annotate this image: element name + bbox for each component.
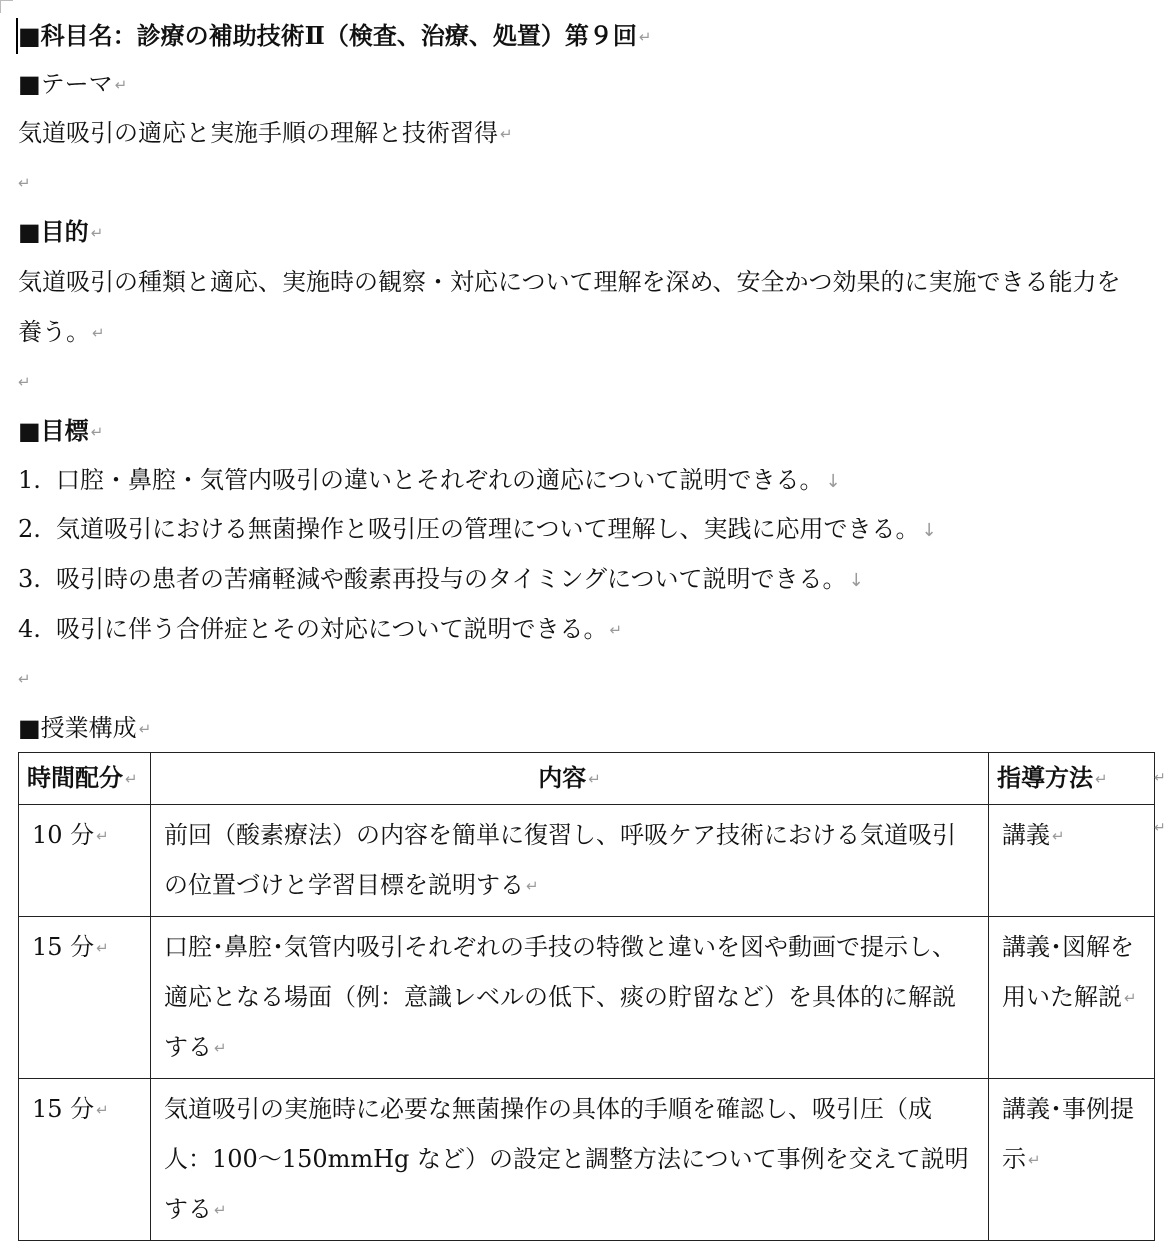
paragraph-mark-icon: ↵ bbox=[18, 670, 31, 688]
goal-item-3[interactable] bbox=[18, 561, 864, 599]
goals-heading-text: ■目標 bbox=[18, 416, 89, 445]
paragraph-mark-icon: ↵ bbox=[609, 621, 623, 639]
empty-paragraph[interactable] bbox=[18, 660, 31, 697]
table-row bbox=[19, 1079, 1155, 1241]
content-cell[interactable]: 前回（酸素療法）の内容を簡単に復習し、呼吸ケア技術における気道吸引の位置づけと学習目標を説明する ↵ bbox=[151, 805, 989, 917]
cell-mark-icon: ↵ bbox=[214, 1201, 227, 1219]
cell-mark-icon: ↵ bbox=[1124, 989, 1137, 1007]
theme-heading[interactable] bbox=[18, 66, 127, 103]
time-cell[interactable]: 15 分 ↵ bbox=[19, 1079, 151, 1241]
goal-number: 1. bbox=[18, 466, 41, 494]
cell-mark-icon: ↵ bbox=[1095, 770, 1108, 788]
method-cell[interactable]: 講義･事例提示 ↵ bbox=[989, 1079, 1155, 1241]
goal-number: 3. bbox=[18, 565, 41, 593]
empty-paragraph[interactable] bbox=[18, 363, 31, 400]
goal-text: 気道吸引における無菌操作と吸引圧の管理について理解し、実践に応用できる。 bbox=[56, 515, 920, 543]
class-structure-heading[interactable] bbox=[18, 710, 151, 747]
content-cell[interactable]: 口腔･鼻腔･気管内吸引それぞれの手技の特徴と違いを図や動画で提示し、適応となる場面（例：意識レベルの低下、痰の貯留など）を具体的に解説する ↵ bbox=[151, 917, 989, 1079]
time-cell[interactable]: 10 分 ↵ bbox=[19, 805, 151, 917]
purpose-text: 養う。 bbox=[18, 318, 90, 346]
purpose-text-line-2[interactable] bbox=[18, 314, 105, 351]
cell-mark-icon: ↵ bbox=[96, 939, 109, 957]
cell-mark-icon: ↵ bbox=[125, 770, 138, 788]
goal-text: 吸引に伴う合併症とその対応について説明できる。 bbox=[56, 615, 608, 643]
theme-text[interactable] bbox=[18, 115, 513, 152]
goal-text: 吸引時の患者の苦痛軽減や酸素再投与のタイミングについて説明できる。 bbox=[56, 565, 847, 593]
theme-text-body: 気道吸引の適応と実施手順の理解と技術習得 bbox=[18, 119, 498, 147]
line-break-mark-icon: ↓ bbox=[921, 520, 937, 541]
row-end-mark-icon: ↵ bbox=[1154, 770, 1166, 786]
cell-mark-icon: ↵ bbox=[96, 827, 109, 845]
paragraph-mark-icon: ↵ bbox=[114, 76, 128, 94]
cell-mark-icon: ↵ bbox=[1052, 827, 1065, 845]
cell-mark-icon: ↵ bbox=[588, 770, 601, 788]
paragraph-mark-icon: ↵ bbox=[92, 324, 105, 342]
line-break-mark-icon: ↓ bbox=[825, 471, 841, 492]
page-corner-marker bbox=[0, 0, 13, 13]
document-title-text: ■科目名：診療の補助技術Ⅱ（検査、治療、処置）第９回 bbox=[18, 21, 637, 50]
goals-heading[interactable] bbox=[18, 413, 103, 450]
column-header-time[interactable]: 時間配分 ↵ bbox=[19, 753, 151, 805]
class-structure-table[interactable] bbox=[18, 752, 1155, 1241]
line-break-mark-icon: ↓ bbox=[848, 570, 864, 591]
goal-item-1[interactable] bbox=[18, 462, 841, 500]
cell-mark-icon: ↵ bbox=[96, 1101, 109, 1119]
paragraph-mark-icon: ↵ bbox=[138, 720, 152, 738]
goal-item-2[interactable] bbox=[18, 511, 937, 549]
purpose-text: 気道吸引の種類と適応、実施時の観察・対応について理解を深め、安全かつ効果的に実施できる能力を bbox=[18, 268, 1121, 296]
goal-text: 口腔・鼻腔・気管内吸引の違いとそれぞれの適応について説明できる。 bbox=[56, 466, 824, 494]
goal-number: 4. bbox=[18, 615, 41, 643]
empty-paragraph[interactable] bbox=[18, 164, 31, 201]
cell-mark-icon: ↵ bbox=[526, 877, 539, 895]
table-header-row bbox=[19, 753, 1155, 805]
time-cell[interactable]: 15 分 ↵ bbox=[19, 917, 151, 1079]
goal-item-4[interactable] bbox=[18, 611, 622, 648]
purpose-heading-text: ■目的 bbox=[18, 217, 89, 246]
paragraph-mark-icon: ↵ bbox=[638, 28, 652, 46]
paragraph-mark-icon: ↵ bbox=[90, 423, 104, 441]
goal-number: 2. bbox=[18, 515, 41, 543]
column-header-method[interactable]: 指導方法 ↵ bbox=[989, 753, 1155, 805]
paragraph-mark-icon: ↵ bbox=[18, 174, 31, 192]
method-cell[interactable]: 講義･図解を用いた解説 ↵ bbox=[989, 917, 1155, 1079]
paragraph-mark-icon: ↵ bbox=[18, 373, 31, 391]
table-row bbox=[19, 917, 1155, 1079]
purpose-text-line-1[interactable] bbox=[18, 264, 1121, 300]
row-end-mark-icon: ↵ bbox=[1154, 820, 1166, 836]
content-cell[interactable]: 気道吸引の実施時に必要な無菌操作の具体的手順を確認し、吸引圧（成人：100〜150mmHg など）の設定と調整方法について事例を交えて説明する ↵ bbox=[151, 1079, 989, 1241]
paragraph-mark-icon: ↵ bbox=[500, 125, 513, 143]
document-title[interactable] bbox=[18, 18, 651, 55]
purpose-heading[interactable] bbox=[18, 214, 103, 251]
paragraph-mark-icon: ↵ bbox=[90, 224, 104, 242]
table-row bbox=[19, 805, 1155, 917]
class-structure-heading-text: ■授業構成 bbox=[18, 714, 137, 742]
method-cell[interactable]: 講義 ↵ bbox=[989, 805, 1155, 917]
theme-heading-text: ■テーマ bbox=[18, 70, 113, 98]
cell-mark-icon: ↵ bbox=[214, 1039, 227, 1057]
cell-mark-icon: ↵ bbox=[1028, 1151, 1041, 1169]
column-header-content[interactable]: 内容 ↵ bbox=[151, 753, 989, 805]
